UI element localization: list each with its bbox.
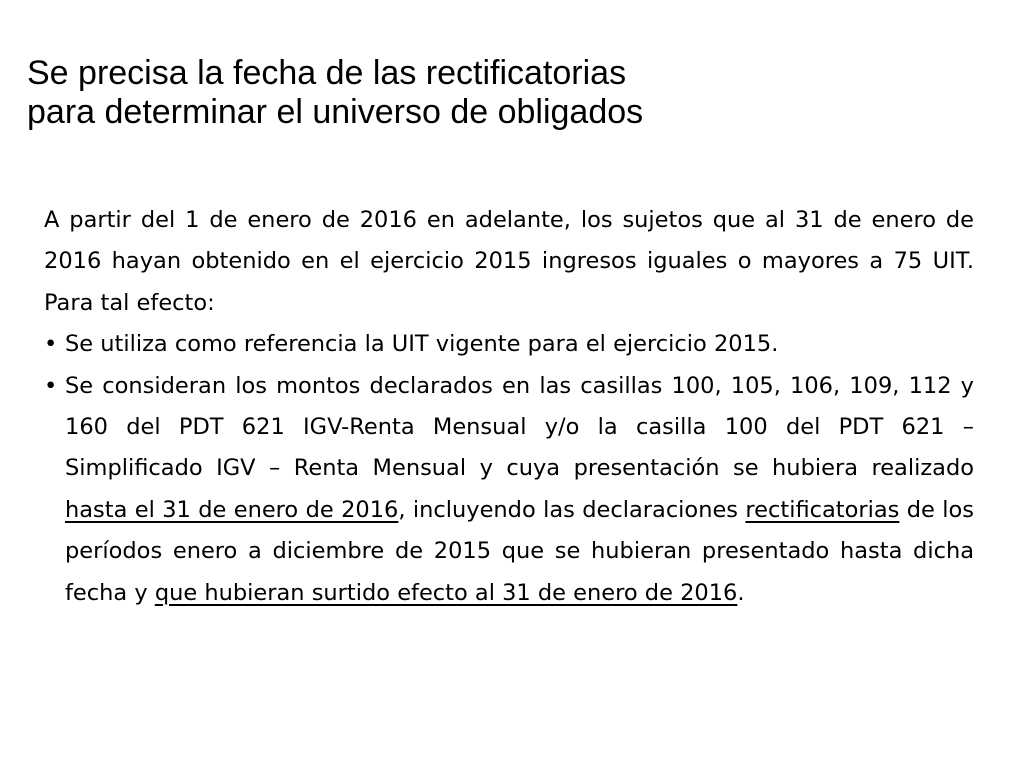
bullet-text-part-3: de los períodos enero a diciembre de 2015 que se hubieran presentado hasta dicha fecha y [65, 496, 975, 606]
bullet-text-part-1: Se consideran los montos declarados en las casillas 100, 105, 106, 109, 112 y 160 del PDT 621 IGV-Renta Mensual y/o la casilla 100 del PDT 621 – Simplificado IGV – Renta Mensual y cuya presentación se hubiera realizado [65, 372, 974, 482]
intro-paragraph: A partir del 1 de enero de 2016 en adelante, los sujetos que al 31 de enero de 2016 hayan obtenido en el ejercicio 2015 ingresos iguales o mayores a 75 UIT. Para tal efecto: [44, 207, 974, 316]
title-line-2: para determinar el universo de obligados [27, 93, 644, 131]
bullet-text-part-4: . [737, 579, 745, 606]
bullet-marker: • [44, 372, 58, 399]
slide-body [44, 200, 974, 614]
bullet-item-uit [44, 324, 974, 365]
underlined-rectificatorias-text: rectificatorias [745, 496, 900, 523]
underlined-effect-text: que hubieran surtido efecto al 31 de enero de 2016 [154, 579, 738, 606]
bullet-text-uit: Se utiliza como referencia la UIT vigente para el ejercicio 2015. [65, 331, 779, 358]
bullet-marker: • [44, 331, 58, 358]
bullet-item-montos [44, 366, 974, 614]
underlined-deadline-text: hasta el 31 de enero de 2016 [65, 496, 399, 523]
slide-title [27, 54, 987, 132]
title-line-1: Se precisa la fecha de las rectificatorias [27, 54, 627, 92]
bullet-text-part-2: , incluyendo las declaraciones [398, 496, 746, 523]
